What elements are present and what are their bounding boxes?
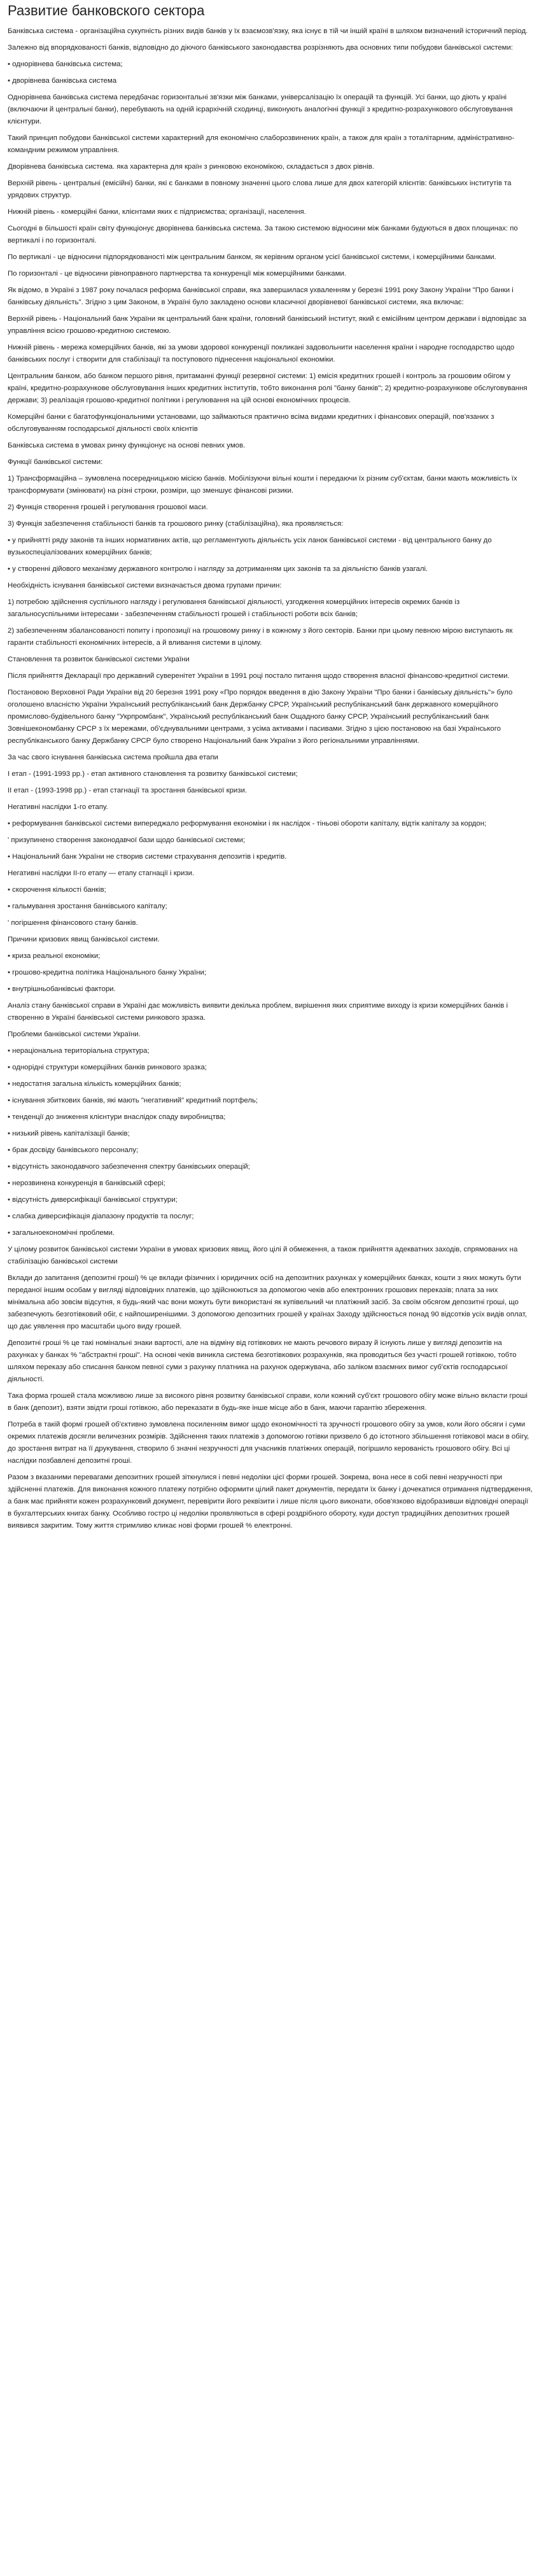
paragraph: • реформування банківської системи випереджало реформування економіки і як наслідок - тіньові обороти капіталу, відтік капіталу за кордон; xyxy=(8,820,487,827)
paragraph: Нижній рівень - мережа комерційних банків, які за умови здорової конкуренції покликані задовольнити населення країни і народне господарство щодо банківських послуг і створити для стабілізації та поступового піднесення національної економіки. xyxy=(8,344,515,363)
paragraph: Негативні наслідки 1-го етапу. xyxy=(8,803,108,811)
paragraph: По вертикалі - це відносини підпорядкованості між центральним банком, як керівним органом усієї банківської системи, і комерційними банками. xyxy=(8,253,496,261)
paragraph: Проблеми банківської системи України. xyxy=(8,1031,141,1038)
paragraph: • у створенні дійового механізму державного контролю і нагляду за дотриманням цих законів та за діяльністю банків узагалі. xyxy=(8,565,428,573)
paragraph: • скорочення кількості банків; xyxy=(8,886,106,894)
paragraph: I етап - (1991-1993 рр.) - етап активного становлення та розвитку банківської системи; xyxy=(8,770,298,778)
paragraph: • внутрішньобанківські фактори. xyxy=(8,985,116,993)
paragraph: 1) Трансформаційна – зумовлена посередницькою місією банків. Мобілізуючи вільні кошти і передаючи їх різним суб'єктам, банки мають можливість їх трансформувати (змінювати) на різні строки, розміри, що зменшує фінансові ризики. xyxy=(8,475,517,495)
paragraph: ' погіршення фінансового стану банків. xyxy=(8,919,138,927)
paragraph: • гальмування зростання банківського капіталу; xyxy=(8,903,167,910)
paragraph: • грошово-кредитна політика Національного банку України; xyxy=(8,969,207,976)
paragraph: Залежно від впорядкованості банків, відповідно до діючого банківського законодавства розрізняють два основних типи побудови банківської системи: xyxy=(8,44,514,52)
paragraph: Нижній рівень - комерційні банки, клієнтами яких є підприємства; організації, населення. xyxy=(8,208,306,216)
paragraph: Депозитні гроші % це такі номінальні знаки вартості, але на відміну від готівкових не мають речового виразу й існують лише у вигляді депозитів на рахунках у банках % "абстрактні гроші". На основі чеків виникла система безготівкових розрахунків, яка проводиться без участі грошей готівкою, тобто шляхом переказу або списання банком певної суми з рахунку платника на рахунок одержувача, або заліком взаємних вимог суб'єктів господарської діяльності. xyxy=(8,1339,517,1383)
paragraph: Банківська система - організаційна сукупність різних видів банків у їх взаємозв'язку, яка існує в тій чи іншій країні в шляхом визначений історичний період. xyxy=(8,27,528,35)
paragraph: • однорівнева банківська система; xyxy=(8,60,123,68)
paragraph: • недостатня загальна кількість комерційних банків; xyxy=(8,1080,181,1088)
paragraph: Такий принцип побудови банківської системи характерний для економічно слаборозвинених країн, а також для країн з тоталітарним, адміністративно-командним режимом управління. xyxy=(8,134,515,154)
paragraph: По горизонталі - це відносини рівноправного партнерства та конкуренції між комерційними банками. xyxy=(8,270,346,278)
paragraph: Після прийняття Декларації про державний суверенітет України в 1991 році постало питання щодо створення власної фінансово-кредитної системи. xyxy=(8,672,510,680)
paragraph: • у прийнятті ряду законів та інших нормативних актів, що регламентують діяльність усіх ланок банківської системи - від центрального банку до вузькоспеціалізованих комерційних банків; xyxy=(8,537,492,556)
page-title: Развитие банковского сектора xyxy=(8,3,205,18)
paragraph: • криза реальної економіки; xyxy=(8,952,101,960)
paragraph: Комерційні банки є багатофункціональними установами, що займаються практично всіма видами кредитних і фінансових операцій, пов'язаних з обслуговуванням господарської діяльності своїх клієнтів xyxy=(8,413,494,433)
paragraph: 2) забезпеченням збалансованості попиту і пропозиції на грошовому ринку і в кожному з його секторів. Банки при цьому певною мірою виступають як гаранти стабільності економічних інтересів, а й вливання системи в цілому. xyxy=(8,627,513,647)
article xyxy=(0,3,539,1543)
paragraph: Як відомо, в Україні з 1987 року почалася реформа банківської справи, яка завершилася ухваленням у березні 1991 року Закону України "Про банки і банківську діяльність". Згідно з цим Законом, в Україні було закладено основи класичної дворівневої банківської системи, яка включає: xyxy=(8,286,514,306)
paragraph: 2) Функція створення грошей і регулювання грошової маси. xyxy=(8,503,208,511)
paragraph: • тенденції до зниження клієнтури внаслідок спаду виробництва; xyxy=(8,1113,226,1121)
paragraph: За час свого існування банківська система пройшла два етапи xyxy=(8,754,218,761)
paragraph: Аналіз стану банківської справи в Україні дає можливість виявити декілька проблем, вирішення яких сприятиме виходу із кризи комерційних банків і створенню в Україні банківської системи ринкового зразка. xyxy=(8,1002,508,1022)
paragraph: Причини кризових явищ банківської системи. xyxy=(8,936,160,943)
paragraph: • однорідні структури комерційних банків ринкового зразка; xyxy=(8,1064,207,1071)
paragraph: 1) потребою здійснення суспільного нагляду і регулювання банківської діяльності, узгодження комерційних інтересів окремих банків із загальносуспільними інтересами - забезпеченням стабільності грошей і стабільності роботи всіх банків; xyxy=(8,598,460,618)
paragraph: • відсутність законодавчого забезпечення спектру банківських операцій; xyxy=(8,1163,250,1171)
paragraph: Банківська система в умовах ринку функціонує на основі певних умов. xyxy=(8,442,246,449)
paragraph: Становлення та розвиток банківської системи України xyxy=(8,656,190,663)
paragraph: Однорівнева банківська система передбачає горизонтальні зв'язки між банками, універсалізацію їх операцій та функцій. Усі банки, що діють у країні (включаючи й центральні банки), перебувають на одній ієрархічній сходинці, виконують аналогічні функції з кредитно-розрахункового обслуговування клієнтури. xyxy=(8,94,513,125)
paragraph: • нерозвинена конкуренція в банківській сфері; xyxy=(8,1179,165,1187)
paragraph: • дворівнева банківська система xyxy=(8,77,117,85)
paragraph: • брак досвіду банківського персоналу; xyxy=(8,1146,139,1154)
paragraph: ' призупинено створення законодавчої бази щодо банківської системи; xyxy=(8,836,246,844)
paragraph: Негативні наслідки ІІ-го етапу — етапу стагнації і кризи. xyxy=(8,869,195,877)
article-body xyxy=(8,25,533,1532)
paragraph: Сьогодні в більшості країн світу функціонує дворівнева банківська система. За такою системою відносини між банками будуються в двох площинах: по вертикалі і по горизонталі. xyxy=(8,225,518,244)
paragraph: • існування збиткових банків, які мають "негативний" кредитний портфель; xyxy=(8,1097,258,1104)
paragraph: • загальноекономічні проблеми. xyxy=(8,1229,115,1237)
paragraph: Разом з вказаними перевагами депозитних грошей зіткнулися і певні недоліки цієї форми грошей. Зокрема, вона несе в собі певні незручності при здійсненні платежів. Для виконання кожного платежу потрібно оформити цілий пакет документів, передати їх банку і дочекатися отримання підтвердження, а банк має прийняти кожен розрахунковий документ, перевірити його реквізити і лише після цього виконати, обов'язково відобразивши відповідні операції в бухгалтерських книгах банку. Особливо гостро ці недоліки проявляються в сфері роздрібного обороту, куди доступ традиційних депозитних грошей виявився закритим. Тому життя стримливо кликає нові форми грошей % електронні. xyxy=(8,1474,533,1530)
paragraph: Така форма грошей стала можливою лише за високого рівня розвитку банківської справи, коли кожний суб'єкт грошового обігу може вільно вкласти гроші в банк (депозит), взяти звідти гроші готівкою, або переказати в будь-яке інше місце або в банк, маючи гарантію збереження. xyxy=(8,1392,528,1412)
paragraph: • відсутність диверсифікації банківської структури; xyxy=(8,1196,178,1204)
paragraph: Необхідність існування банківської системи визначається двома групами причин: xyxy=(8,582,282,589)
paragraph: Верхній рівень - Національний банк України як центральний банк країни, головний банківський інститут, який є емісійним центром держави і відповідає за управління всією грошово-кредитною системою. xyxy=(8,315,527,335)
paragraph: • Національний банк України не створив системи страхування депозитів і кредитів. xyxy=(8,853,287,861)
paragraph: Верхній рівень - центральні (емісійні) банки, які є банками в повному значенні цього слова лише для двох категорій клієнтів: банківських інститутів та урядових структур. xyxy=(8,179,512,199)
paragraph: Вклади до запитання (депозитні гроші) % це вклади фізичних і юридичних осіб на депозитних рахунках у комерційних банках, кошти з яких можуть бути переданої іншим особам у вигляді відповідних платежів, що здійснюються за допомогою чеків або електронних грошових переказів; плата за них мінімальна або зовсім відсутня, я будь-який час вони можуть бути використані як купівельний чи платіжний засіб. За своїм обсягом депозитні гроші, що забезпечують безготівковий обіг, є найпоширенішими. З допомогою депозитних грошей у країнах Заходу здійснюється понад 90 відсотків усіх видів оплат, що дає уявлення про масштаби цього виду грошей. xyxy=(8,1274,527,1330)
paragraph: • низький рівень капіталізації банків; xyxy=(8,1130,130,1137)
paragraph: Центральним банком, або банком першого рівня, притаманні функції резервної системи: 1) емісія кредитних грошей і контроль за грошовим обігом у країні, кредитно-розрахункове обслуговування інших кредитних інститутів, тобто виконання ролі "банку банків"; 2) кредитно-розрахункове обслуговування держави; 3) реалізація грошово-кредитної політики і регулювання на цій основі економічних процесів. xyxy=(8,372,528,404)
paragraph: Постановою Верховної Ради України від 20 березня 1991 року «Про порядок введення в дію Закону України "Про банки і банківську діяльність"» було оголошено власністю України Український республіканський банк Держбанку СРСР, Український республіканський банк державного комерційного промислово-будівельного банку "Укрпромбанк", Український республіканський банк Ощадного банку СРСР, Український республіканський банк Зовнішекономбанку СРСР з їх мережами, об'єднувальними центрами, з усіма активами і пасивами. Згідно з цією постановою на базі Українського республіканського банку Держбанку СРСР було створено Національний банк України з його регіональними управліннями. xyxy=(8,689,513,745)
paragraph: II етап - (1993-1998 рр.) - етап стагнації та зростання банківської кризи. xyxy=(8,787,248,794)
paragraph: Функції банківської системи: xyxy=(8,458,103,466)
paragraph: Потреба в такій формі грошей об'єктивно зумовлена посиленням вимог щодо економічності та зручності грошового обігу за умов, коли його обсяги і суми окремих платежів досягли величезних розмірів. Здійснення таких платежів з допомогою готівки призвело б до істотного збільшення готівкової маси в обігу, до зростання витрат на її друкування, створило б значні незручності для учасників платіжних операцій, погіршило керованість грошового обігу. Всі ці наслідки позбавлені депозитні гроші. xyxy=(8,1421,529,1465)
paragraph: • слабка диверсифікація діапазону продуктів та послуг; xyxy=(8,1213,194,1220)
paragraph: Дворівнева банківська система. яка характерна для країн з ринковою економікою, складається з двох рівнів. xyxy=(8,163,374,171)
paragraph: 3) Функція забезпечення стабільності банків та грошового ринку (стабілізаційна), яка проявляється: xyxy=(8,520,344,528)
paragraph: У цілому розвиток банківської системи України в умовах кризових явищ, його цілі й обмеження, а також прийняття адекватних заходів, спрямованих на стабілізацію банківської системи xyxy=(8,1246,518,1265)
paragraph: • нераціональна територіальна структура; xyxy=(8,1047,150,1055)
